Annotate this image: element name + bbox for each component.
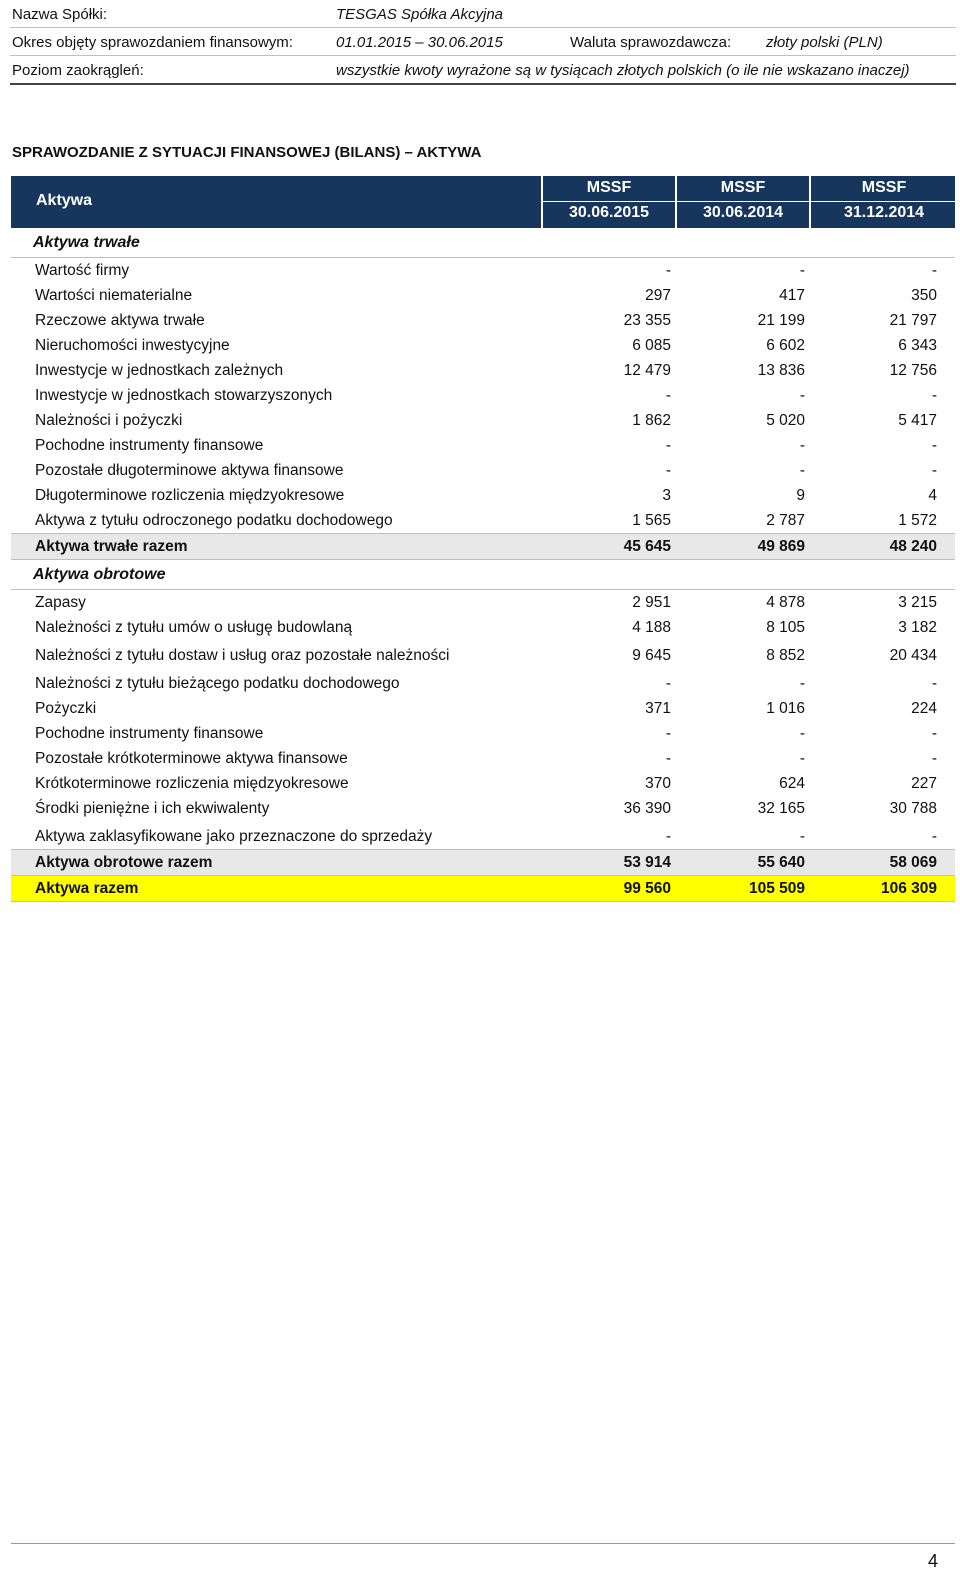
row-label: Należności z tytułu umów o usługę budowlaną bbox=[35, 619, 353, 636]
section-heading-fixed-assets bbox=[11, 228, 955, 258]
row-value: 55 640 bbox=[757, 854, 805, 871]
company-value: TESGAS Spółka Akcyjna bbox=[336, 6, 504, 23]
period-value: 01.01.2015 – 30.06.2015 bbox=[336, 34, 503, 51]
page-number: 4 bbox=[927, 1551, 938, 1571]
table-row bbox=[11, 383, 955, 408]
row-value: - bbox=[665, 750, 671, 767]
row-value: 49 869 bbox=[757, 538, 805, 555]
row-label: Wartość firmy bbox=[35, 262, 130, 279]
row-value: 58 069 bbox=[889, 854, 937, 871]
section-heading-current-assets bbox=[11, 560, 955, 590]
row-value: - bbox=[931, 750, 937, 767]
row-value: - bbox=[665, 828, 671, 845]
row-value: - bbox=[665, 262, 671, 279]
row-value: 12 756 bbox=[889, 362, 937, 379]
table-row bbox=[11, 358, 955, 383]
row-label: Środki pieniężne i ich ekwiwalenty bbox=[35, 800, 270, 817]
row-value: 45 645 bbox=[623, 538, 671, 555]
row-value: - bbox=[665, 387, 671, 404]
row-value: 32 165 bbox=[757, 800, 805, 817]
row-value: - bbox=[931, 462, 937, 479]
rounding-label: Poziom zaokrągleń: bbox=[12, 62, 144, 79]
table-row bbox=[11, 746, 955, 771]
company-label: Nazwa Spółki: bbox=[12, 6, 108, 23]
row-value: 6 602 bbox=[766, 337, 805, 354]
column-date: 31.12.2014 bbox=[843, 204, 925, 221]
row-value: 1 565 bbox=[632, 512, 671, 529]
row-value: 5 020 bbox=[766, 412, 805, 429]
column-date: 30.06.2015 bbox=[568, 204, 650, 221]
column-header bbox=[809, 176, 957, 228]
row-value: 3 182 bbox=[898, 619, 937, 636]
row-value: - bbox=[665, 462, 671, 479]
table-header bbox=[11, 176, 955, 228]
row-value: - bbox=[931, 725, 937, 742]
row-label: Inwestycje w jednostkach zależnych bbox=[35, 362, 284, 379]
row-label: Aktywa obrotowe razem bbox=[35, 854, 213, 871]
currency-value: złoty polski (PLN) bbox=[766, 34, 883, 51]
column-standard: MSSF bbox=[720, 179, 766, 196]
row-value: 4 878 bbox=[766, 594, 805, 611]
balance-sheet-table bbox=[11, 176, 955, 902]
footer-divider bbox=[11, 1543, 955, 1544]
row-value: 6 343 bbox=[898, 337, 937, 354]
row-value: 371 bbox=[645, 700, 671, 717]
currency-label: Waluta sprawozdawcza: bbox=[570, 34, 732, 51]
section-label: Aktywa trwałe bbox=[33, 234, 140, 251]
table-row bbox=[11, 771, 955, 796]
table-row bbox=[11, 640, 955, 668]
table-row bbox=[11, 433, 955, 458]
row-value: - bbox=[931, 675, 937, 692]
row-value: 5 417 bbox=[898, 412, 937, 429]
column-header bbox=[675, 176, 809, 228]
table-row bbox=[11, 458, 955, 483]
table-row bbox=[11, 508, 955, 533]
row-value: 1 572 bbox=[898, 512, 937, 529]
table-row bbox=[11, 483, 955, 508]
rounding-row bbox=[10, 56, 956, 85]
row-label: Aktywa z tytułu odroczonego podatku dochodowego bbox=[35, 512, 393, 529]
row-value: - bbox=[665, 725, 671, 742]
row-value: - bbox=[799, 437, 805, 454]
row-value: 30 788 bbox=[889, 800, 937, 817]
row-label: Rzeczowe aktywa trwałe bbox=[35, 312, 205, 329]
company-row bbox=[10, 0, 956, 28]
table-header-label: Aktywa bbox=[36, 192, 93, 209]
row-value: 9 645 bbox=[632, 647, 671, 664]
row-value: 2 787 bbox=[766, 512, 805, 529]
table-row bbox=[11, 821, 955, 849]
row-value: 624 bbox=[779, 775, 805, 792]
row-value: 1 016 bbox=[766, 700, 805, 717]
row-value: 227 bbox=[911, 775, 937, 792]
row-value: 105 509 bbox=[748, 880, 805, 897]
row-value: 6 085 bbox=[632, 337, 671, 354]
row-label: Aktywa razem bbox=[35, 880, 139, 897]
row-value: 224 bbox=[911, 700, 937, 717]
row-value: 9 bbox=[796, 487, 805, 504]
row-value: - bbox=[799, 387, 805, 404]
row-label: Długoterminowe rozliczenia międzyokresowe bbox=[35, 487, 345, 504]
period-label: Okres objęty sprawozdaniem finansowym: bbox=[12, 34, 293, 51]
row-value: 53 914 bbox=[623, 854, 671, 871]
row-value: - bbox=[665, 675, 671, 692]
total-row-current-assets bbox=[11, 849, 955, 876]
row-value: - bbox=[799, 750, 805, 767]
row-value: 23 355 bbox=[623, 312, 671, 329]
row-value: 8 105 bbox=[766, 619, 805, 636]
row-value: 370 bbox=[645, 775, 671, 792]
row-value: 2 951 bbox=[632, 594, 671, 611]
row-value: 1 862 bbox=[632, 412, 671, 429]
row-label: Zapasy bbox=[35, 594, 86, 611]
table-row bbox=[11, 796, 955, 821]
row-label: Pozostałe krótkoterminowe aktywa finansowe bbox=[35, 750, 348, 767]
row-value: 20 434 bbox=[889, 647, 937, 664]
row-label: Pożyczki bbox=[35, 700, 97, 717]
row-value: 36 390 bbox=[623, 800, 671, 817]
row-value: - bbox=[665, 437, 671, 454]
table-row bbox=[11, 590, 955, 615]
row-label: Wartości niematerialne bbox=[35, 287, 193, 304]
current-assets-rows bbox=[11, 590, 955, 849]
row-value: 48 240 bbox=[889, 538, 937, 555]
row-value: - bbox=[799, 262, 805, 279]
table-row bbox=[11, 615, 955, 640]
row-value: 99 560 bbox=[623, 880, 671, 897]
row-value: 4 bbox=[928, 487, 937, 504]
row-value: 350 bbox=[911, 287, 937, 304]
table-row bbox=[11, 721, 955, 746]
row-label: Należności i pożyczki bbox=[35, 412, 183, 429]
column-standard: MSSF bbox=[861, 179, 907, 196]
row-value: 3 215 bbox=[898, 594, 937, 611]
column-standard: MSSF bbox=[586, 179, 632, 196]
row-label: Pozostałe długoterminowe aktywa finansowe bbox=[35, 462, 344, 479]
row-value: 417 bbox=[779, 287, 805, 304]
table-row bbox=[11, 308, 955, 333]
grand-total-row bbox=[11, 876, 955, 902]
row-label: Należności z tytułu dostaw i usług oraz pozostałe należności bbox=[35, 647, 450, 664]
column-header bbox=[541, 176, 675, 228]
row-value: 21 199 bbox=[757, 312, 805, 329]
row-value: 21 797 bbox=[889, 312, 937, 329]
table-row bbox=[11, 258, 955, 283]
row-value: - bbox=[931, 828, 937, 845]
table-row bbox=[11, 283, 955, 308]
table-row bbox=[11, 333, 955, 358]
period-row bbox=[10, 28, 956, 56]
total-row-fixed-assets bbox=[11, 533, 955, 560]
row-label: Nieruchomości inwestycyjne bbox=[35, 337, 230, 354]
row-value: - bbox=[799, 725, 805, 742]
rounding-value: wszystkie kwoty wyrażone są w tysiącach złotych polskich (o ile nie wskazano inaczej) bbox=[336, 62, 910, 79]
row-value: 297 bbox=[645, 287, 671, 304]
row-label: Pochodne instrumenty finansowe bbox=[35, 725, 264, 742]
row-label: Należności z tytułu bieżącego podatku dochodowego bbox=[35, 675, 400, 692]
row-value: 13 836 bbox=[757, 362, 805, 379]
row-value: - bbox=[799, 462, 805, 479]
row-value: - bbox=[931, 387, 937, 404]
row-value: - bbox=[931, 437, 937, 454]
row-value: 4 188 bbox=[632, 619, 671, 636]
row-label: Aktywa zaklasyfikowane jako przeznaczone do sprzedaży bbox=[35, 828, 433, 845]
column-date: 30.06.2014 bbox=[702, 204, 784, 221]
row-label: Inwestycje w jednostkach stowarzyszonych bbox=[35, 387, 333, 404]
row-label: Krótkoterminowe rozliczenia międzyokresowe bbox=[35, 775, 349, 792]
row-label: Aktywa trwałe razem bbox=[35, 538, 188, 555]
table-row bbox=[11, 408, 955, 433]
table-row bbox=[11, 696, 955, 721]
row-value: - bbox=[799, 675, 805, 692]
table-row bbox=[11, 668, 955, 696]
report-header bbox=[10, 0, 956, 85]
page-title: SPRAWOZDANIE Z SYTUACJI FINANSOWEJ (BILANS) – AKTYWA bbox=[12, 144, 482, 161]
row-value: 3 bbox=[662, 487, 671, 504]
row-value: - bbox=[799, 828, 805, 845]
section-label: Aktywa obrotowe bbox=[33, 566, 166, 583]
fixed-assets-rows bbox=[11, 258, 955, 533]
row-value: 8 852 bbox=[766, 647, 805, 664]
row-value: - bbox=[931, 262, 937, 279]
row-label: Pochodne instrumenty finansowe bbox=[35, 437, 264, 454]
row-value: 106 309 bbox=[880, 880, 937, 897]
row-value: 12 479 bbox=[623, 362, 671, 379]
